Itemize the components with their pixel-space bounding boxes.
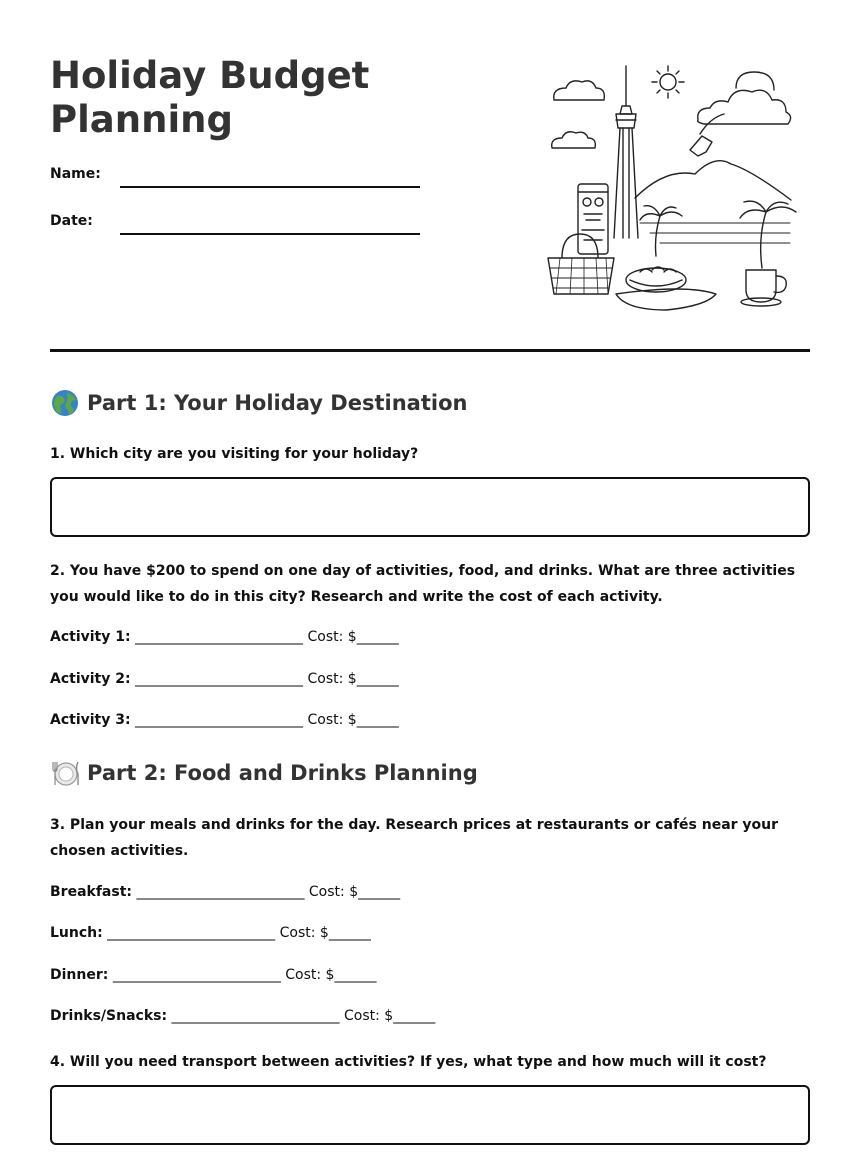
answer-box-city[interactable] <box>50 477 810 537</box>
lunch-row[interactable] <box>50 923 371 943</box>
holiday-landscape-illustration <box>540 58 800 313</box>
activity-1-row[interactable] <box>50 627 399 647</box>
activity-1-cost[interactable]: Cost: $______ <box>307 629 399 645</box>
question-3: 3. Plan your meals and drinks for the day. Research prices at restaurants or cafés near your chosen activities. <box>50 817 779 859</box>
tiki-totem <box>578 184 608 254</box>
dinner-label: Dinner: <box>50 967 109 983</box>
breakfast-row[interactable] <box>50 882 400 902</box>
breakfast-label: Breakfast: <box>50 884 132 900</box>
question-4: 4. Will you need transport between activities? If yes, what type and how much will it cost? <box>50 1054 767 1070</box>
plate-icon <box>50 758 80 788</box>
question-1: 1. Which city are you visiting for your holiday? <box>50 446 419 462</box>
cloud-right <box>698 90 791 124</box>
question-2: 2. You have $200 to spend on one day of activities, food, and drinks. What are three activities you would like to do in this city? Research and write the cost of each activity. <box>50 563 796 605</box>
activity-3-row[interactable] <box>50 710 399 730</box>
activity-1-blank[interactable]: ________________________ <box>135 629 304 645</box>
name-field <box>50 166 420 190</box>
activity-2-label: Activity 2: <box>50 671 131 687</box>
globe-icon <box>50 388 80 418</box>
activity-3-cost[interactable]: Cost: $______ <box>307 712 399 728</box>
cloud-left-top <box>554 81 605 100</box>
header-divider <box>50 349 810 352</box>
date-input-line[interactable] <box>120 233 420 235</box>
drinks-snacks-cost[interactable]: Cost: $______ <box>344 1008 436 1024</box>
activity-2-row[interactable] <box>50 669 399 689</box>
sun-icon <box>652 66 684 98</box>
date-label: Date: <box>50 213 93 229</box>
palm-tree-right <box>740 201 796 268</box>
breakfast-cost[interactable]: Cost: $______ <box>308 884 401 900</box>
lunch-label: Lunch: <box>50 925 103 941</box>
lunch-blank[interactable]: ________________________ <box>107 925 276 941</box>
palm-tree-left <box>640 206 682 256</box>
island-shape <box>690 136 712 156</box>
drinks-snacks-label: Drinks/Snacks: <box>50 1008 168 1024</box>
name-label: Name: <box>50 166 101 182</box>
part2-heading-text: Part 2: Food and Drinks Planning <box>87 761 478 785</box>
activity-3-label: Activity 3: <box>50 712 131 728</box>
drinks-snacks-blank[interactable]: ________________________ <box>171 1008 340 1024</box>
picnic-mat <box>616 267 716 310</box>
activity-2-blank[interactable]: ________________________ <box>135 671 304 687</box>
dinner-cost[interactable]: Cost: $______ <box>285 967 377 983</box>
name-input-line[interactable] <box>120 186 420 188</box>
part1-heading-text: Part 1: Your Holiday Destination <box>87 391 468 415</box>
part1-heading <box>50 388 467 418</box>
answer-box-transport[interactable] <box>50 1085 810 1145</box>
mountains <box>635 161 791 200</box>
activity-1-label: Activity 1: <box>50 629 131 645</box>
cloud-left-bottom <box>552 132 596 148</box>
breakfast-blank[interactable]: ________________________ <box>136 884 305 900</box>
activity-3-blank[interactable]: ________________________ <box>135 712 304 728</box>
picnic-basket <box>548 234 614 294</box>
sky-tower <box>614 66 638 238</box>
dinner-row[interactable] <box>50 965 376 985</box>
lunch-cost[interactable]: Cost: $______ <box>279 925 371 941</box>
page-title: Holiday Budget Planning <box>50 54 370 141</box>
dinner-blank[interactable]: ________________________ <box>112 967 281 983</box>
part2-heading <box>50 758 478 788</box>
activity-2-cost[interactable]: Cost: $______ <box>307 671 399 687</box>
coffee-cup <box>741 270 786 306</box>
date-field <box>50 213 420 237</box>
drinks-snacks-row[interactable] <box>50 1006 435 1026</box>
